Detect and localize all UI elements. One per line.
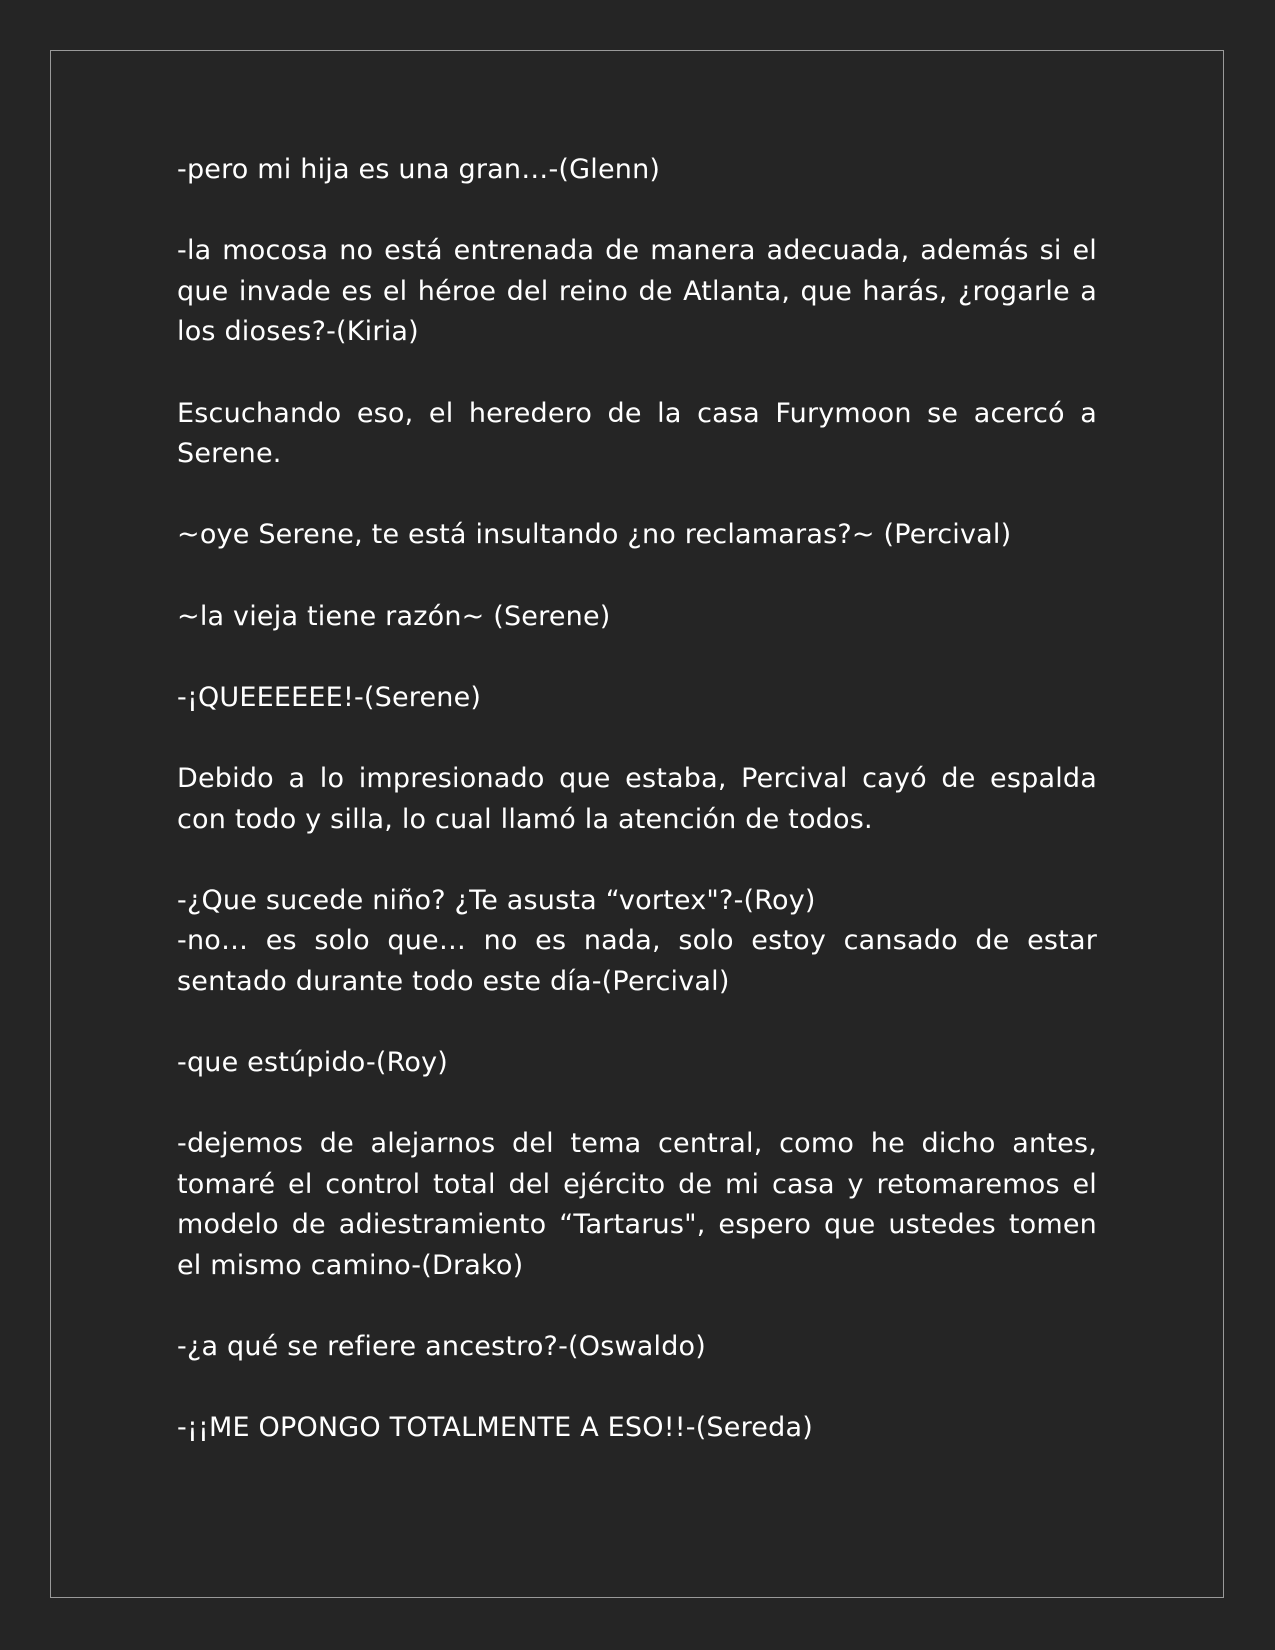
paragraph: -que estúpido-(Roy) [177, 1047, 449, 1079]
paragraph: -¡¡ME OPONGO TOTALMENTE A ESO!!-(Sereda) [177, 1412, 813, 1444]
paragraph: -la mocosa no está entrenada de manera adecuada, además si el que invade es el héroe del reino de Atlanta, que harás, ¿rogarle a los dioses?-(Kiria) [177, 235, 1097, 348]
paragraph: -pero mi hija es una gran…-(Glenn) [177, 154, 661, 185]
paragraph: ~oye Serene, te está insultando ¿no reclamaras?~ (Percival) [177, 519, 1012, 551]
paragraph: Debido a lo impresionado que estaba, Percival cayó de espalda con todo y silla, lo cual llamó la atención de todos. [177, 762, 1097, 835]
paragraph: -no… es solo que… no es nada, solo estoy cansado de estar sentado durante todo este día-(Percival) [177, 925, 1097, 997]
paragraph: -¿Que sucede niño? ¿Te asusta “vortex"?-(Roy) [177, 884, 816, 916]
paragraph: ~la vieja tiene razón~ (Serene) [177, 600, 611, 632]
paragraph: -dejemos de alejarnos del tema central, como he dicho antes, tomaré el control total del ejército de mi casa y retomaremos el modelo de adiestramiento “Tartarus", espero que ustedes tomen el mismo camino-(Drako) [177, 1128, 1097, 1282]
paragraph: -¡QUEEEEEE!-(Serene) [177, 681, 482, 713]
paragraph: Escuchando eso, el heredero de la casa Furymoon se acercó a Serene. [177, 397, 1097, 470]
document-body [177, 150, 1097, 1490]
paragraph: -¿a qué se refiere ancestro?-(Oswaldo) [177, 1331, 706, 1363]
